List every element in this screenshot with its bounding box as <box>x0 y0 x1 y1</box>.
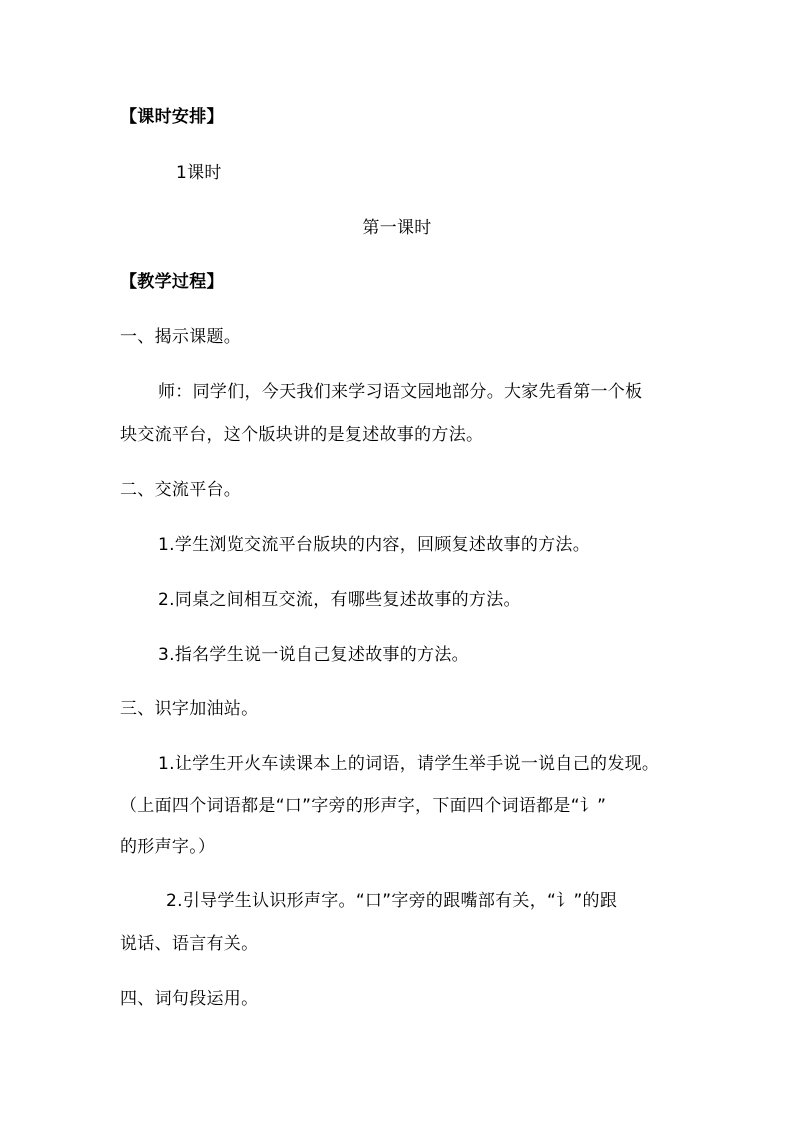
lesson-title: 第一课时 <box>362 218 432 238</box>
section-2-item-1: 1.学生浏览交流平台版块的内容，回顾复述故事的方法。 <box>158 535 591 555</box>
section-2-title: 二、交流平台。 <box>120 480 242 500</box>
section-3-item-1-line-2: （上面四个词语都是“口”字旁的形声字，下面四个词语都是“讠” <box>120 796 607 816</box>
section-2-item-2: 2.同桌之间相互交流，有哪些复述故事的方法。 <box>158 590 521 610</box>
section-1-title: 一、揭示课题。 <box>120 327 242 347</box>
section-3-item-2-line-1: 2.引导学生认识形声字。“口”字旁的跟嘴部有关，“讠”的跟 <box>166 891 618 911</box>
section-1-paragraph-line-2: 块交流平台，这个版块讲的是复述故事的方法。 <box>120 425 484 445</box>
heading-process: 【教学过程】 <box>120 272 224 292</box>
schedule-value: 1课时 <box>176 163 222 183</box>
section-3-item-2-line-2: 说话、语言有关。 <box>120 934 259 954</box>
section-3-item-1-line-1: 1.让学生开火车读课本上的词语，请学生举手说一说自己的发现。 <box>158 754 660 774</box>
section-1-paragraph-line-1: 师：同学们，今天我们来学习语文园地部分。大家先看第一个板 <box>158 382 643 402</box>
section-3-item-1-line-3: 的形声字。） <box>120 837 216 857</box>
section-3-title: 三、识字加油站。 <box>120 699 259 719</box>
section-4-title: 四、词句段运用。 <box>120 989 259 1009</box>
section-2-item-3: 3.指名学生说一说自己复述故事的方法。 <box>158 645 469 665</box>
heading-schedule: 【课时安排】 <box>120 107 224 127</box>
